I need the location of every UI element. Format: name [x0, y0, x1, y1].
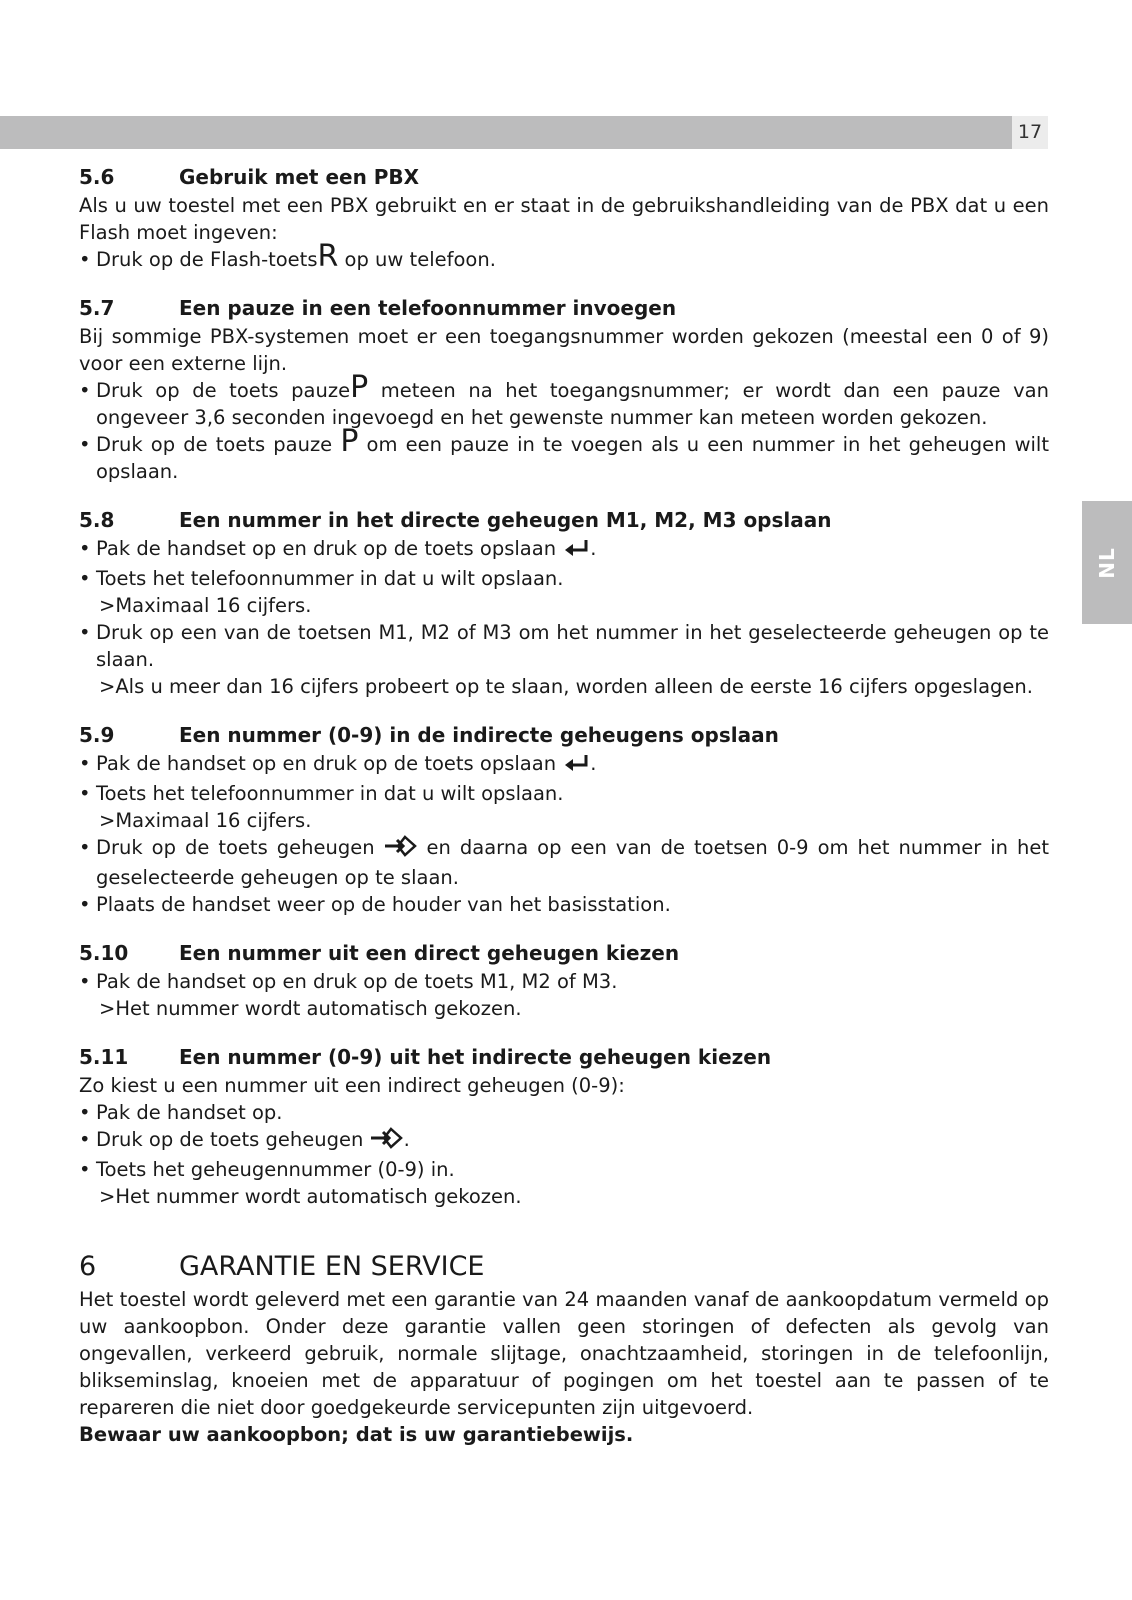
section-5-10-heading [79, 938, 1049, 968]
section-5-9-heading [79, 720, 1049, 750]
section-title: Een nummer (0-9) in de indirecte geheugens opslaan [179, 723, 779, 747]
note: >Als u meer dan 16 cijfers probeert op te slaan, worden alleen de eerste 16 cijfers opgeslagen. [99, 675, 1033, 698]
bullet-list [79, 619, 1049, 673]
section-number: 5.8 [79, 508, 115, 532]
list-item: • Druk op een van de toetsen M1, M2 of M3 om het nummer in het geselecteerde geheugen op te slaan. [79, 619, 1049, 673]
list-item: • Druk op de toets pauzeP meteen na het toegangsnummer; er wordt dan een pauze van ongeveer 3,6 seconden ingevoegd en het gewenste nummer kan meteen worden gekozen. [79, 377, 1049, 431]
note: >Het nummer wordt automatisch gekozen. [99, 1185, 522, 1208]
list-item: • Druk op de toets geheugen . [79, 1126, 1049, 1156]
enter-arrow-icon [562, 753, 590, 780]
section-5-8-heading [79, 505, 1049, 535]
section-title: Gebruik met een PBX [179, 165, 420, 189]
warranty-note: Bewaar uw aankoopbon; dat is uw garantiebewijs. [79, 1423, 634, 1446]
page-content [79, 162, 1049, 1448]
bullet-list [79, 968, 1049, 995]
page-number: 17 [1012, 116, 1048, 149]
list-item: • Plaats de handset weer op de houder van het basisstation. [79, 891, 1049, 918]
language-tab-label: NL [1095, 546, 1119, 579]
bullet-list [79, 370, 1049, 485]
list-item: • Pak de handset op. [79, 1099, 1049, 1126]
section-5-7-heading [79, 293, 1049, 323]
bullet-list [79, 535, 1049, 592]
section-number: 5.7 [79, 296, 115, 320]
chapter-title: GARANTIE EN SERVICE [179, 1251, 485, 1282]
paragraph: Bij sommige PBX-systemen moet er een toegangsnummer worden gekozen (meestal een 0 of 9) voor een externe lijn. [79, 325, 1049, 375]
pause-key-icon: P [340, 424, 359, 459]
bullet-list [79, 1099, 1049, 1183]
section-number: 5.6 [79, 165, 115, 189]
flash-key-icon: R [317, 239, 339, 274]
list-item: • Druk op de toets geheugen en daarna op een van de toetsen 0-9 om het nummer in het geselecteerde geheugen op te slaan. [79, 834, 1049, 891]
list-item: • Pak de handset op en druk op de toets opslaan . [79, 750, 1049, 780]
paragraph: Zo kiest u een nummer uit een indirect geheugen (0-9): [79, 1074, 625, 1097]
list-item: • Pak de handset op en druk op de toets opslaan . [79, 535, 1049, 565]
memory-arrow-icon [384, 835, 418, 864]
section-title: Een nummer uit een direct geheugen kiezen [179, 941, 680, 965]
memory-arrow-icon [370, 1127, 404, 1156]
section-number: 5.11 [79, 1045, 129, 1069]
section-title: Een nummer in het directe geheugen M1, M2, M3 opslaan [179, 508, 832, 532]
note: >Maximaal 16 cijfers. [99, 594, 312, 617]
chapter-6-heading [79, 1248, 1049, 1286]
section-5-11-heading [79, 1042, 1049, 1072]
list-item: • Druk op de Flash-toetsR op uw telefoon. [79, 246, 1049, 273]
pause-key-icon: P [350, 370, 369, 405]
list-item: • Pak de handset op en druk op de toets M1, M2 of M3. [79, 968, 1049, 995]
note: >Maximaal 16 cijfers. [99, 809, 312, 832]
note: >Het nummer wordt automatisch gekozen. [99, 997, 522, 1020]
header-bar [0, 116, 1048, 149]
bullet-list [79, 750, 1049, 807]
list-item: • Toets het telefoonnummer in dat u wilt opslaan. [79, 565, 1049, 592]
section-title: Een pauze in een telefoonnummer invoegen [179, 296, 677, 320]
section-number: 5.10 [79, 941, 129, 965]
language-tab [1082, 501, 1132, 624]
list-item: • Druk op de toets pauze P om een pauze in te voegen als u een nummer in het geheugen wilt opslaan. [79, 431, 1049, 485]
section-5-6-heading [79, 162, 1049, 192]
list-item: • Toets het telefoonnummer in dat u wilt opslaan. [79, 780, 1049, 807]
list-item: • Toets het geheugennummer (0-9) in. [79, 1156, 1049, 1183]
paragraph: Als u uw toestel met een PBX gebruikt en er staat in de gebruikshandleiding van de PBX dat u een Flash moet ingeven: [79, 194, 1049, 244]
bullet-list [79, 239, 1049, 274]
section-title: Een nummer (0-9) uit het indirecte geheugen kiezen [179, 1045, 772, 1069]
enter-arrow-icon [562, 538, 590, 565]
bullet-list [79, 834, 1049, 918]
paragraph: Het toestel wordt geleverd met een garantie van 24 maanden vanaf de aankoopdatum vermeld op uw aankoopbon. Onder deze garantie vallen geen storingen of defecten als gevolg van ongevallen, verkeerd gebruik, normale slijtage, onachtzaamheid, storingen in de telefoonlijn, blikseminslag, knoeien met de apparatuur of pogingen om het toestel aan te passen of te repareren die niet door goedgekeurde servicepunten zijn uitgevoerd. [79, 1288, 1049, 1419]
section-number: 5.9 [79, 723, 115, 747]
chapter-number: 6 [79, 1251, 97, 1282]
